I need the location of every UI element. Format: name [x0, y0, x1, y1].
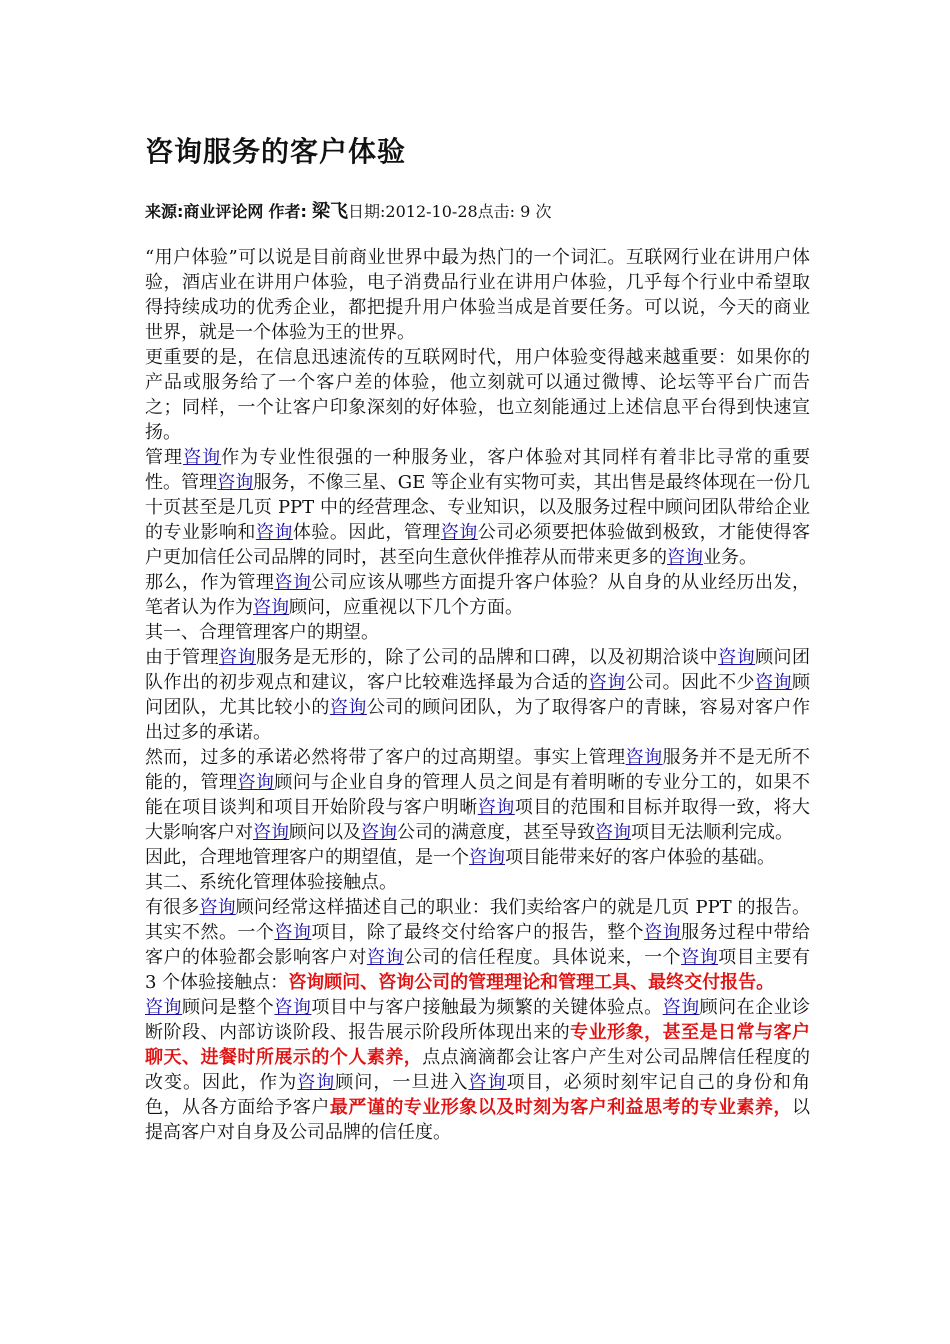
click-count: 9: [520, 202, 531, 221]
keyword-link[interactable]: 咨询: [440, 522, 478, 543]
paragraph: [145, 895, 810, 995]
keyword-link[interactable]: 咨询: [644, 922, 682, 943]
keyword-link[interactable]: 咨询: [217, 472, 254, 493]
paragraph-text: 服务是无形的，除了公司的品牌和口碑，以及初期洽谈中: [255, 647, 719, 668]
keyword-link[interactable]: 咨询: [366, 947, 404, 968]
paragraph-text: 公司的顾问团队，为了取得客户的青睐，容易对客户作出过多的承诺。: [145, 697, 811, 743]
paragraph-text: 公司的满意度，甚至导致: [397, 822, 595, 843]
paragraph-text: 公司的信任程度。具体说来，一个: [403, 947, 682, 968]
keyword-link[interactable]: 咨询: [253, 597, 289, 618]
paragraph-text: 顾问，一旦进入: [335, 1072, 469, 1093]
keyword-link[interactable]: 咨询: [329, 697, 367, 718]
keyword-link[interactable]: 咨询: [667, 547, 703, 568]
paragraph-text: “用户体验”可以说是目前商业世界中最为热门的一个词汇。互联网行业在讲用户体验，酒店业在讲用户体验，电子消费品行业在讲用户体验，几乎每个行业中希望取得持续成功的优秀企业，都把提升用户体验当成是首要任务。可以说，今天的商业世界，就是一个体验为王的世界。: [145, 247, 810, 343]
keyword-link[interactable]: 咨询: [469, 847, 505, 868]
keyword-link[interactable]: 咨询: [255, 522, 293, 543]
keyword-link[interactable]: 咨询: [183, 447, 222, 468]
paragraph-text: 项目无法顺利完成。: [631, 822, 793, 843]
paragraph-text: 服务，不像三星、GE 等企业有实物可卖，其出售是最终体现在一份几十页甚至是几页 PPT 中的经营理念、专业知识，以及服务过程中顾问团队带给企业的专业影响和: [145, 472, 810, 543]
keyword-link[interactable]: 咨询: [588, 672, 626, 693]
paragraph-text: 以提高客户对自身及公司品牌的信任度。: [145, 1097, 810, 1143]
paragraph-text: 项目，必须时刻牢记自己的身份和角色，从各方面给予客户: [145, 1072, 811, 1118]
paragraph-text: 那么，作为管理: [145, 572, 275, 593]
keyword-link[interactable]: 咨询: [595, 822, 631, 843]
clicks-unit: 次: [535, 202, 552, 221]
paragraph-text: 管理: [145, 447, 184, 468]
paragraph-text: 项目的范围和目标并取得一致，将大大影响客户对: [145, 797, 811, 843]
keyword-link[interactable]: 咨询: [199, 897, 236, 918]
article-body: [145, 245, 810, 1145]
paragraph: [145, 445, 810, 570]
highlighted-text: 专业形象，甚至是日常与客户聊天、进餐时所展示的个人素养，: [145, 1022, 810, 1068]
paragraph: [145, 845, 810, 870]
keyword-link[interactable]: 咨询: [361, 822, 397, 843]
keyword-link[interactable]: 咨询: [718, 647, 756, 668]
article-title: 咨询服务的客户体验: [145, 135, 407, 168]
keyword-link[interactable]: 咨询: [468, 1072, 507, 1093]
keyword-link[interactable]: 咨询: [625, 747, 663, 768]
paragraph-text: 点点滴滴都会让客户产生对公司品牌信任程度的改变。因此，作为: [145, 1047, 811, 1093]
paragraph-text: 顾问以及: [289, 822, 361, 843]
highlighted-text: 最严谨的专业形象以及时刻为客户利益思考的专业素养，: [329, 1097, 792, 1118]
paragraph-text: 有很多: [145, 897, 200, 918]
keyword-link[interactable]: 咨询: [681, 947, 719, 968]
highlighted-text: 咨询顾问、咨询公司的管理理论和管理工具、最终交付报告。: [288, 972, 775, 993]
keyword-link[interactable]: 咨询: [274, 922, 312, 943]
keyword-link[interactable]: 咨询: [237, 772, 275, 793]
paragraph-text: 顾问，应重视以下几个方面。: [289, 597, 523, 618]
paragraph-text: 顾问与企业自身的管理人员之间是有着明晰的专业分工的，如果不能在项目谈判和项目开始阶段与客户明晰: [145, 772, 811, 818]
paragraph-text: 服务过程中带给客户的体验都会影响客户对: [145, 922, 811, 968]
clicks-label: 点击:: [477, 202, 516, 221]
paragraph-text: 项目主要有 3 个体验接触点：: [145, 947, 811, 993]
paragraph-text: 服务并不是无所不能的，管理: [145, 747, 811, 793]
paragraph: [145, 570, 810, 620]
source-link[interactable]: 商业评论网: [183, 202, 264, 221]
paragraph-text: 由于管理: [145, 647, 219, 668]
keyword-link[interactable]: 咨询: [145, 997, 182, 1018]
source-label: 来源:: [145, 202, 184, 221]
date-label: 日期:: [348, 202, 386, 221]
keyword-link[interactable]: 咨询: [274, 572, 312, 593]
publish-date: 2012-10-28: [385, 202, 478, 221]
paragraph-text: 顾问在企业诊断阶段、内部访谈阶段、报告展示阶段所体现出来的: [145, 997, 811, 1043]
paragraph-text: 体验。因此，管理: [292, 522, 441, 543]
paragraph: [145, 645, 810, 745]
keyword-link[interactable]: 咨询: [755, 672, 793, 693]
paragraph: [145, 620, 810, 645]
article-meta: [145, 200, 551, 224]
paragraph: [145, 745, 810, 845]
paragraph: [145, 345, 810, 445]
keyword-link[interactable]: 咨询: [477, 797, 515, 818]
paragraph: [145, 995, 810, 1145]
paragraph-text: 顾问团队作出的初步观点和建议，客户比较难选择最为合适的: [145, 647, 811, 693]
paragraph-text: 顾问团队，尤其比较小的: [145, 672, 811, 718]
paragraph-text: 项目中与客户接触最为频繁的关键体验点。: [311, 997, 663, 1018]
paragraph-text: 公司必须要把体验做到极致，才能使得客户更加信任公司品牌的同时，甚至向生意伙伴推荐从而带来更多的: [145, 522, 811, 568]
paragraph-text: 项目，除了最终交付给客户的报告，整个: [311, 922, 645, 943]
keyword-link[interactable]: 咨询: [253, 822, 289, 843]
paragraph-text: 因此，合理地管理客户的期望值，是一个: [145, 847, 469, 868]
keyword-link[interactable]: 咨询: [297, 1072, 336, 1093]
paragraph-text: 公司。因此不少: [625, 672, 756, 693]
paragraph-text: 顾问经常这样描述自己的职业：我们卖给客户的就是几页 PPT 的报告。其实不然。一个: [145, 897, 811, 943]
keyword-link[interactable]: 咨询: [218, 647, 256, 668]
paragraph: [145, 245, 810, 345]
author-name: 梁飞: [312, 201, 349, 222]
keyword-link[interactable]: 咨询: [274, 997, 312, 1018]
paragraph-text: 其二、系统化管理体验接触点。: [145, 872, 397, 893]
paragraph: [145, 870, 810, 895]
paragraph-text: 项目能带来好的客户体验的基础。: [505, 847, 775, 868]
paragraph-text: 公司应该从哪些方面提升客户体验？从自身的从业经历出发，笔者认为作为: [145, 572, 811, 618]
paragraph-text: 作为专业性很强的一种服务业，客户体验对其同样有着非比寻常的重要性。管理: [145, 447, 811, 493]
keyword-link[interactable]: 咨询: [662, 997, 700, 1018]
paragraph-text: 顾问是整个: [181, 997, 275, 1018]
paragraph-text: 然而，过多的承诺必然将带了客户的过高期望。事实上管理: [145, 747, 626, 768]
author-label: 作者:: [268, 202, 307, 221]
paragraph-text: 其一、合理管理客户的期望。: [145, 622, 379, 643]
paragraph-text: 业务。: [703, 547, 757, 568]
paragraph-text: 更重要的是，在信息迅速流传的互联网时代，用户体验变得越来越重要：如果你的产品或服务给了一个客户差的体验，他立刻就可以通过微博、论坛等平台广而告之；同样，一个让客户印象深刻的好体验，也立刻能通过上述信息平台得到快速宣扬。: [145, 347, 810, 443]
